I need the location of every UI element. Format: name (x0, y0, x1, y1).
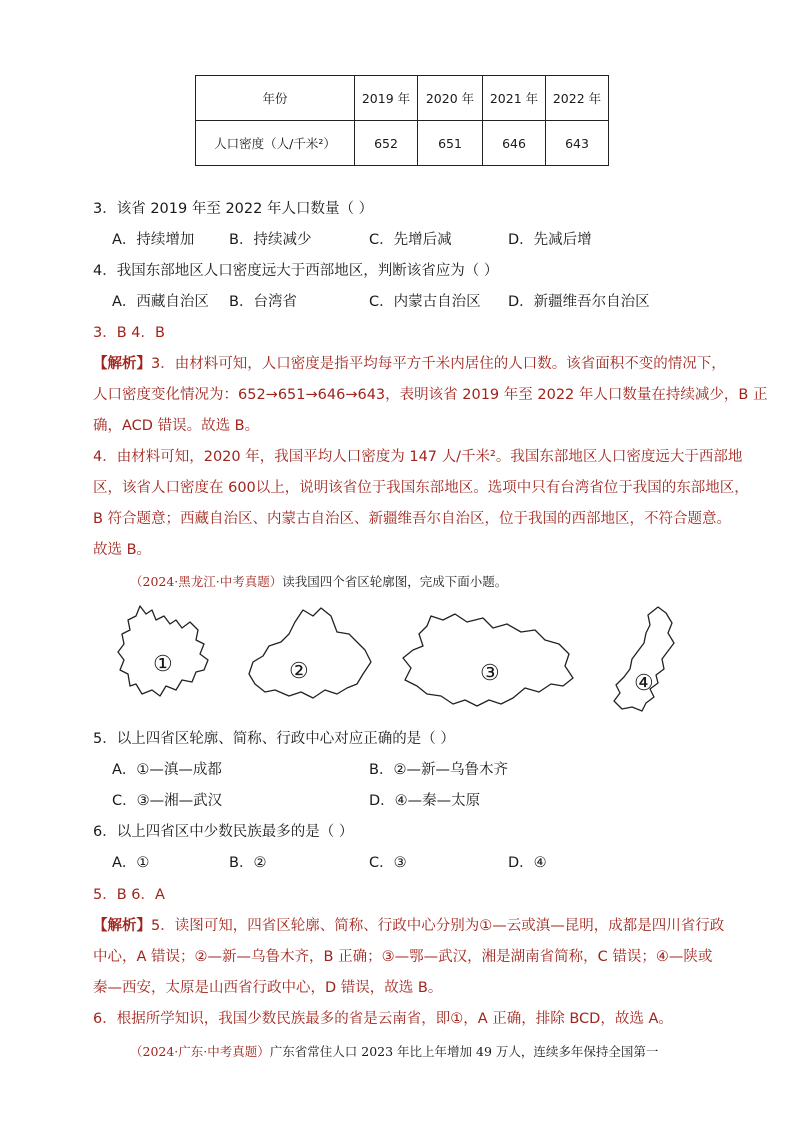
q4-option-b[interactable]: B．台湾省 (229, 294, 297, 310)
table-value-cell: 652 (355, 121, 418, 166)
map-label-1: ① (153, 652, 173, 677)
question-4-stem: 4．我国东部地区人口密度远大于西部地区，判断该省应为（ ） (93, 263, 499, 279)
q5-option-c[interactable]: C．③—湘—武汉 (112, 793, 223, 809)
analysis-line: 秦—西安，太原是山西省行政中心，D 错误，故选 B。 (93, 980, 443, 996)
q6-option-d[interactable]: D．④ (508, 855, 547, 871)
xinjiang-outline-icon (245, 602, 375, 704)
analysis-line: 故选 B。 (93, 542, 152, 558)
analysis-tag: 【解析】 (93, 356, 151, 372)
q6-option-b[interactable]: B．② (229, 855, 267, 871)
question-intro (130, 1042, 658, 1062)
analysis-line: 区，该省人口密度在 600以上，说明该省位于我国东部地区。选项中只有台湾省位于我国的东部地区， (93, 480, 749, 496)
population-density-table (195, 75, 609, 166)
q3-option-d[interactable]: D．先减后增 (508, 232, 592, 248)
analysis-line: B 符合题意；西藏自治区、内蒙古自治区、新疆维吾尔自治区，位于我国的西部地区，不符合题意。 (93, 511, 732, 527)
question-3-stem: 3．该省 2019 年至 2022 年人口数量（ ） (93, 201, 374, 217)
analysis-line (93, 916, 724, 936)
question-intro-text: 读我国四个省区轮廓图，完成下面小题。 (282, 574, 508, 589)
q5-option-b[interactable]: B．②—新—乌鲁木齐 (369, 762, 508, 778)
table-value-cell: 651 (418, 121, 483, 166)
table-year-cell: 2022 年 (546, 76, 609, 121)
analysis-text: 3．由材料可知，人口密度是指平均每平方千米内居住的人口数。该省面积不变的情况下， (151, 356, 726, 372)
table-year-cell: 2019 年 (355, 76, 418, 121)
table-year-cell: 2020 年 (418, 76, 483, 121)
analysis-tag: 【解析】 (93, 918, 151, 934)
table-header-row (196, 76, 609, 121)
table-value-cell: 643 (546, 121, 609, 166)
q5-option-d[interactable]: D．④—秦—太原 (369, 793, 481, 809)
analysis-line: 人口密度变化情况为：652→651→646→643，表明该省 2019 年至 2022 年人口数量在持续减少，B 正 (93, 387, 768, 403)
q4-option-a[interactable]: A．西藏自治区 (112, 294, 209, 310)
table-row-label: 人口密度（人/千米²） (196, 121, 355, 166)
analysis-line: 确，ACD 错误。故选 B。 (93, 418, 260, 434)
q4-option-c[interactable]: C．内蒙古自治区 (369, 294, 481, 310)
q3-option-b[interactable]: B．持续减少 (229, 232, 312, 248)
shaanxi-outline-icon (610, 603, 680, 715)
q4-option-d[interactable]: D．新疆维吾尔自治区 (508, 294, 650, 310)
q3-option-c[interactable]: C．先增后减 (369, 232, 452, 248)
question-source: （2024·广东·中考真题） (130, 1044, 270, 1059)
q6-option-c[interactable]: C．③ (369, 855, 407, 871)
map-label-4: ④ (634, 671, 654, 696)
question-6-stem: 6．以上四省区中少数民族最多的是（ ） (93, 824, 354, 840)
map-label-3: ③ (480, 661, 500, 686)
question-source: （2024·黑龙江·中考真题） (130, 574, 283, 589)
analysis-line: 6．根据所学知识，我国少数民族最多的省是云南省，即①，A 正确，排除 BCD，故选 A。 (93, 1011, 673, 1027)
answers-5-6: 5．B 6．A (93, 887, 165, 903)
q6-option-a[interactable]: A．① (112, 855, 150, 871)
analysis-text: 5．读图可知，四省区轮廓、简称、行政中心分别为①—云或滇—昆明，成都是四川省行政 (151, 918, 725, 934)
analysis-line (93, 354, 726, 374)
analysis-line: 中心，A 错误；②—新—乌鲁木齐，B 正确；③—鄂—武汉，湘是湖南省简称，C 错误；④—陕或 (93, 949, 713, 965)
table-data-row (196, 121, 609, 166)
question-intro-text: 广东省常住人口 2023 年比上年增加 49 万人，连续多年保持全国第一 (269, 1044, 659, 1059)
q5-option-a[interactable]: A．①—滇—成都 (112, 762, 222, 778)
question-intro (130, 572, 507, 592)
answers-3-4: 3．B 4．B (93, 325, 165, 341)
analysis-line: 4．由材料可知，2020 年，我国平均人口密度为 147 人/千米²。我国东部地区人口密度远大于西部地 (93, 449, 743, 465)
question-5-stem: 5．以上四省区轮廓、简称、行政中心对应正确的是（ ） (93, 731, 455, 747)
table-header-label: 年份 (196, 76, 355, 121)
table-value-cell: 646 (483, 121, 546, 166)
table-year-cell: 2021 年 (483, 76, 546, 121)
q3-option-a[interactable]: A．持续增加 (112, 232, 195, 248)
map-label-2: ② (289, 659, 309, 684)
